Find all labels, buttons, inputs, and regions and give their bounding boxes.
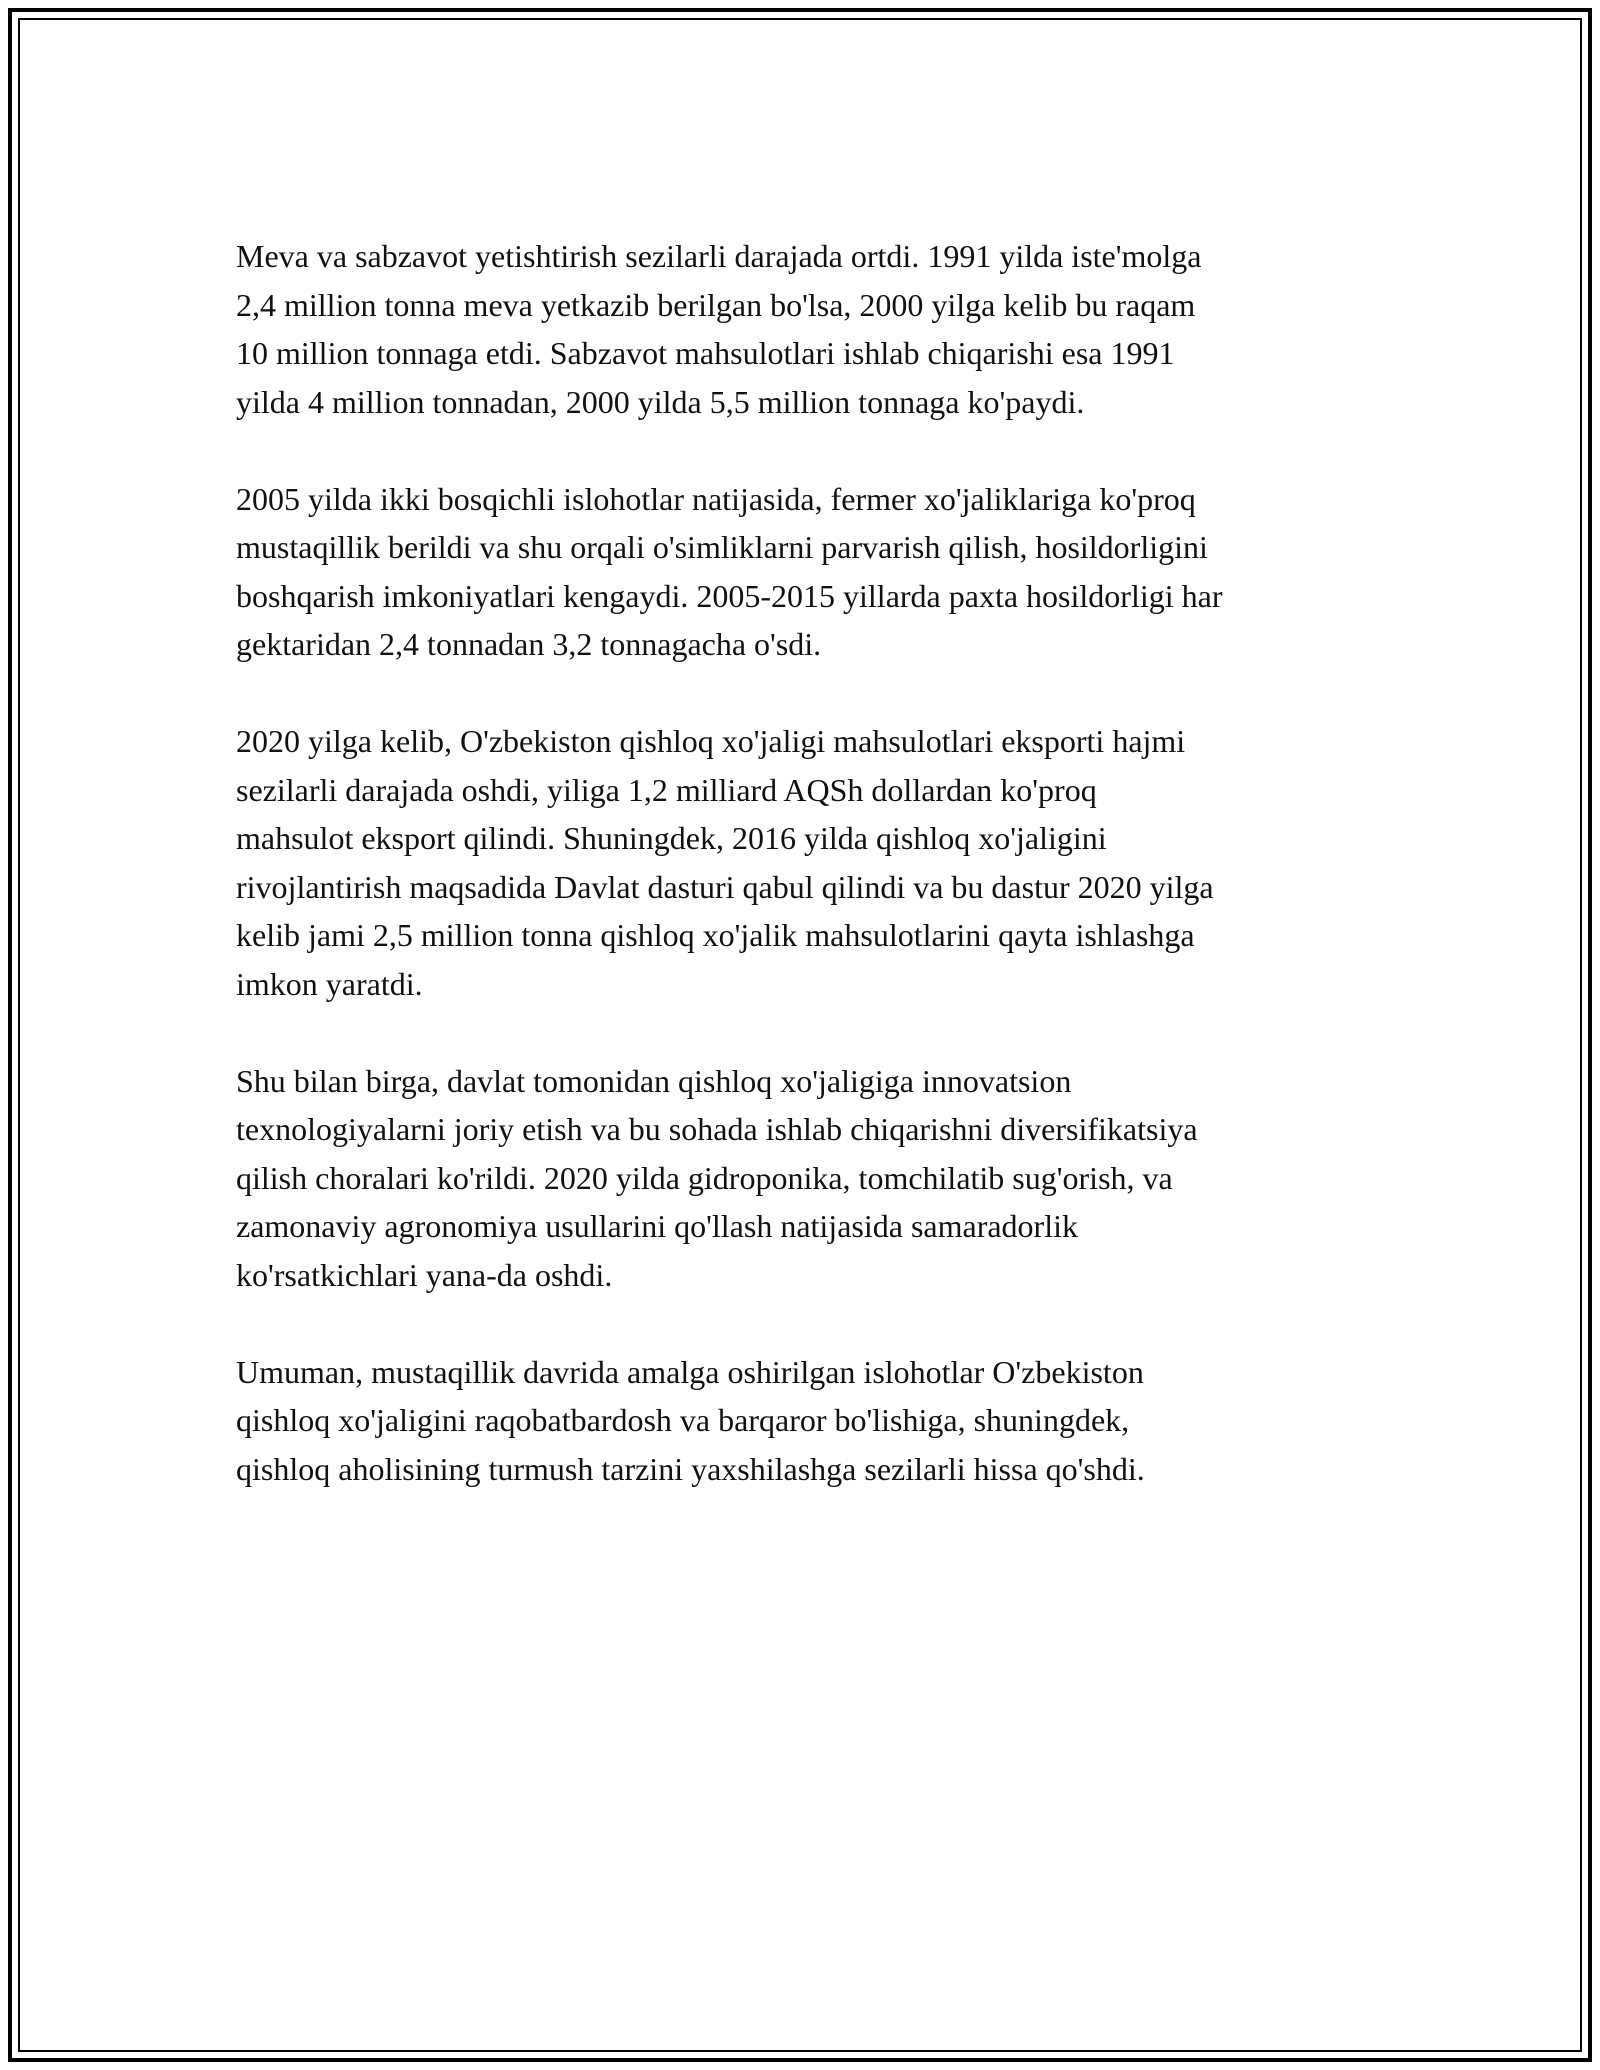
text-line: mustaqillik berildi va shu orqali o'simliklarni parvarish qilish, hosildorligini <box>236 529 1208 565</box>
text-line: imkon yaratdi. <box>236 965 423 1002</box>
text-line: qishloq xo'jaligini raqobatbardosh va barqaror bo'lishiga, shuningdek, <box>236 1402 1130 1438</box>
document-body <box>236 232 1376 1542</box>
text-line: qishloq aholisining turmush tarzini yaxshilashga sezilarli hissa qo'shdi. <box>236 1450 1145 1487</box>
paragraph-2 <box>236 475 1376 669</box>
text-line: rivojlantirish maqsadida Davlat dasturi qabul qilindi va bu dastur 2020 yilga <box>236 868 1214 905</box>
text-line: kelib jami 2,5 million tonna qishloq xo'jalik mahsulotlarini qayta ishlashga <box>236 917 1195 953</box>
text-line: Umuman, mustaqillik davrida amalga oshirilgan islohotlar O'zbekiston <box>236 1353 1144 1390</box>
paragraph-3 <box>236 717 1376 1008</box>
text-line: sezilarli darajada oshdi, yiliga 1,2 milliard AQSh dollardan ko'proq <box>236 771 1097 808</box>
text-line: 2020 yilga kelib, O'zbekiston qishloq xo'jaligi mahsulotlari eksporti hajmi <box>236 723 1186 759</box>
text-line: 2,4 million tonna meva yetkazib berilgan bo'lsa, 2000 yilga kelib bu raqam <box>236 286 1196 323</box>
paragraph-4 <box>236 1057 1376 1300</box>
text-line: yilda 4 million tonnadan, 2000 yilda 5,5 million tonnaga ko'paydi. <box>236 383 1085 420</box>
text-line: Shu bilan birga, davlat tomonidan qishloq xo'jaligiga innovatsion <box>236 1062 1072 1099</box>
text-line: 10 million tonnaga etdi. Sabzavot mahsulotlari ishlab chiqarishi esa 1991 <box>236 335 1175 371</box>
paragraph-5 <box>236 1348 1376 1494</box>
text-line: ko'rsatkichlari yana-da oshdi. <box>236 1256 613 1293</box>
text-line: zamonaviy agronomiya usullarini qo'llash natijasida samaradorlik <box>236 1208 1078 1244</box>
text-line: Meva va sabzavot yetishtirish sezilarli darajada ortdi. 1991 yilda iste'molga <box>236 238 1202 274</box>
text-line: gektaridan 2,4 tonnadan 3,2 tonnagacha o'sdi. <box>236 626 822 662</box>
text-line: boshqarish imkoniyatlari kengaydi. 2005-2015 yillarda paxta hosildorligi har <box>236 577 1223 614</box>
text-line: mahsulot eksport qilindi. Shuningdek, 2016 yilda qishloq xo'jaligini <box>236 820 1107 856</box>
paragraph-1 <box>236 232 1376 426</box>
text-line: texnologiyalarni joriy etish va bu sohada ishlab chiqarishni diversifikatsiya <box>236 1111 1198 1147</box>
text-line: 2005 yilda ikki bosqichli islohotlar natijasida, fermer xo'jaliklariga ko'proq <box>236 480 1196 517</box>
text-line: qilish choralari ko'rildi. 2020 yilda gidroponika, tomchilatib sug'orish, va <box>236 1159 1173 1196</box>
